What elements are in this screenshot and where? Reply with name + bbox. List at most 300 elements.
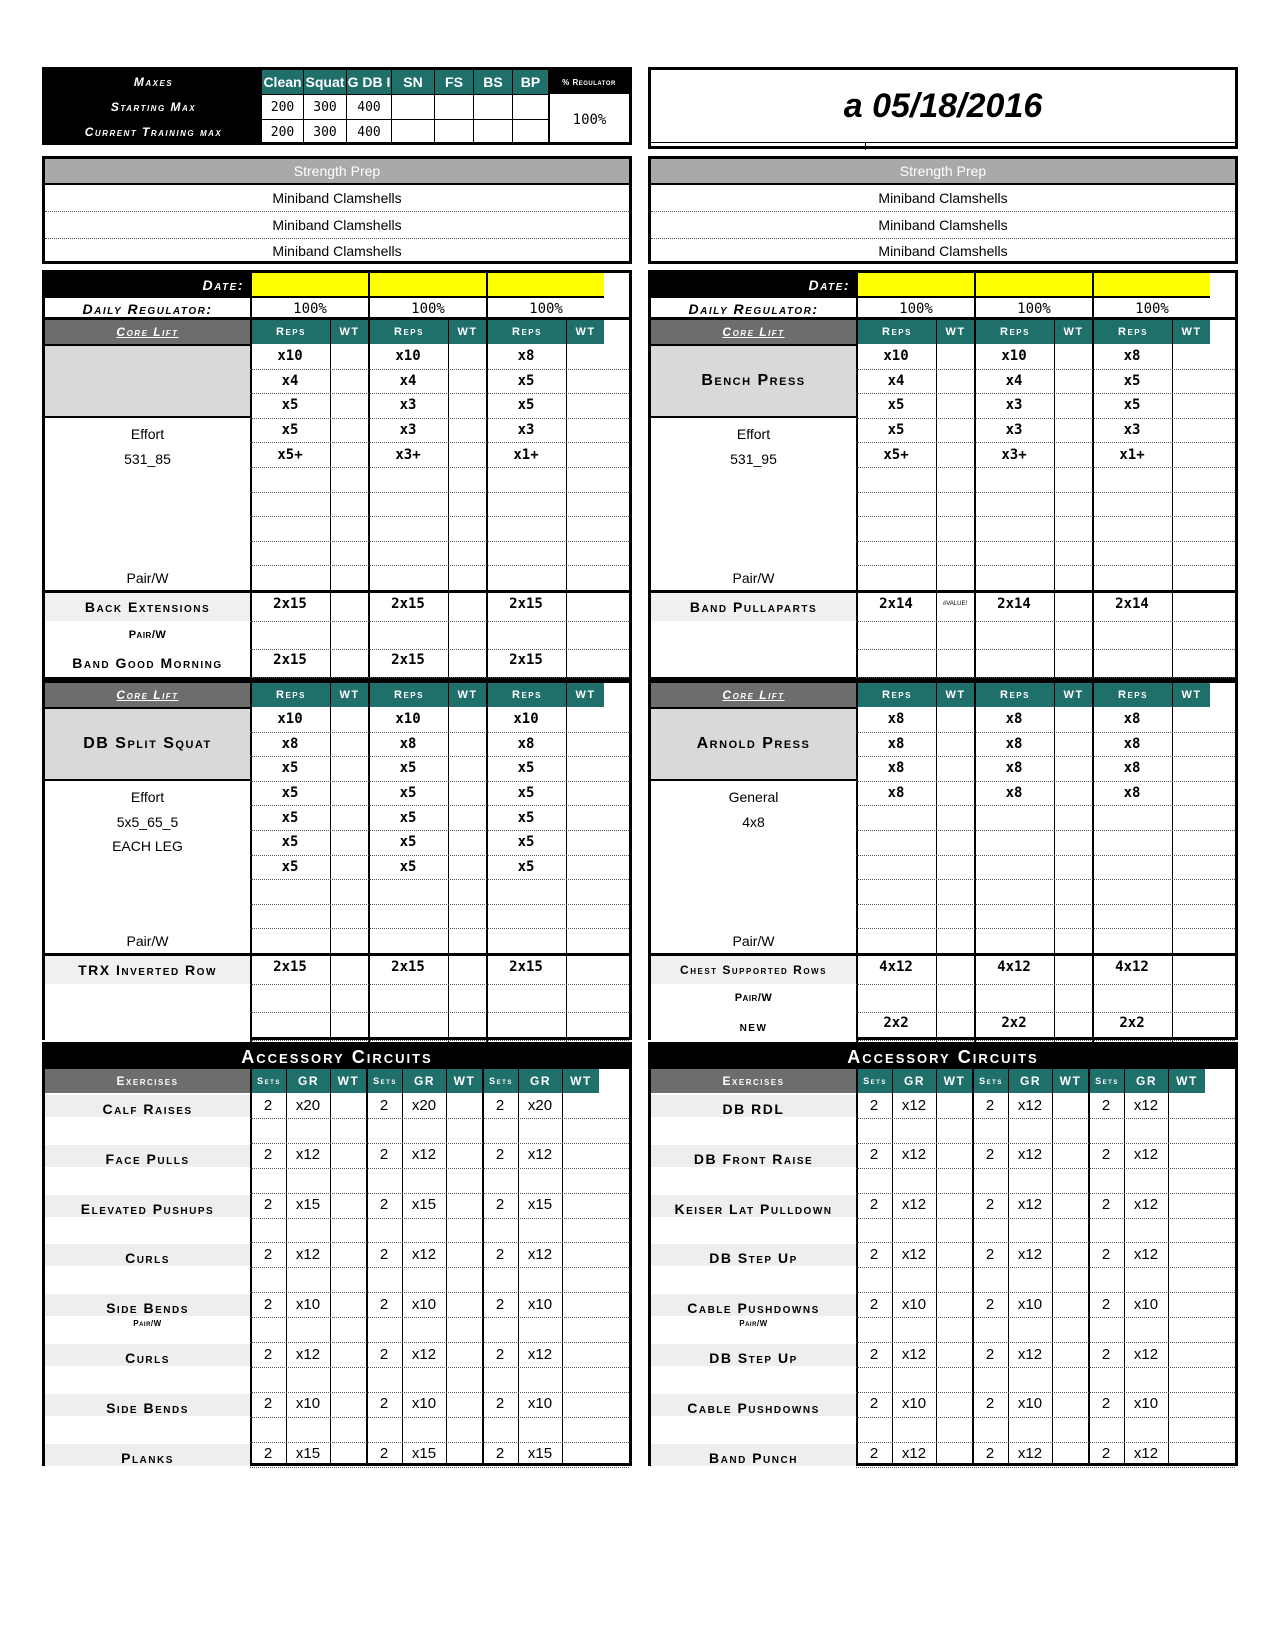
gr-cell[interactable]: x10 [527,1395,553,1413]
sets-cell[interactable]: 2 [1101,1395,1111,1413]
starting-max-cell[interactable] [435,94,474,119]
starting-max-cell[interactable]: 400 [347,94,392,119]
prep-item[interactable]: Miniband Clamshells [272,243,402,259]
accessory-reps-cell[interactable]: 2x15 [509,652,543,668]
gr-cell[interactable]: x12 [901,1096,927,1114]
gr-cell[interactable]: x12 [1017,1445,1043,1463]
gr-cell[interactable]: x12 [527,1146,553,1164]
reps-cell[interactable]: x5 [517,834,535,851]
reps-cell[interactable]: x4 [1005,372,1023,389]
core-lift-name[interactable] [45,344,250,418]
reps-cell[interactable]: x5 [517,858,535,875]
reps-cell[interactable]: x5 [281,858,299,875]
reps-cell[interactable]: x5 [281,760,299,777]
reps-header: Reps [486,683,566,707]
reps-cell[interactable]: x3 [399,422,417,439]
sets-cell[interactable]: 2 [495,1295,505,1313]
reps-header: Reps [974,683,1054,707]
accessory-reps-cell[interactable]: 4x12 [1115,959,1149,975]
prep-item[interactable]: Miniband Clamshells [272,217,402,233]
accessory-lift-name[interactable]: Band Good Morning [45,649,250,677]
reps-cell[interactable]: x5 [281,809,299,826]
accessory-reps-cell[interactable] [368,618,448,646]
sets-cell[interactable]: 2 [379,1295,389,1313]
accessory-lift-name[interactable]: Band Pullaparts [651,593,856,621]
accessory-exercise-name[interactable]: Elevated Pushups [45,1195,250,1217]
reps-cell[interactable]: x3 [1005,422,1023,439]
sets-cell[interactable]: 2 [379,1345,389,1363]
reps-header: Reps [856,683,936,707]
gr-cell[interactable]: x12 [527,1245,553,1263]
gr-cell[interactable]: x12 [295,1345,321,1363]
accessory-lift-name[interactable] [651,621,856,649]
gr-cell[interactable]: x12 [1133,1146,1159,1164]
daily-regulator-value[interactable]: 100% [250,296,368,320]
accessory-reps-cell[interactable]: 2x2 [1119,1015,1145,1031]
gr-cell[interactable]: x10 [295,1395,321,1413]
lift-note: 4x8 [742,813,765,830]
reps-cell[interactable]: x8 [281,735,299,752]
reps-cell[interactable]: x5 [1123,397,1141,414]
accessory-reps-cell[interactable]: 2x15 [509,959,543,975]
date-input[interactable] [974,273,1092,296]
accessory-reps-cell[interactable] [1092,618,1172,646]
sets-cell[interactable]: 2 [985,1395,995,1413]
sets-cell[interactable]: 2 [495,1395,505,1413]
accessory-lift-name[interactable] [651,649,856,677]
accessory-exercise-name[interactable]: Curls [45,1244,250,1266]
reps-cell[interactable]: x8 [1005,711,1023,728]
reps-cell[interactable]: x5 [517,397,535,414]
wt-header: WT [936,320,974,344]
sets-cell[interactable]: 2 [1101,1345,1111,1363]
reps-cell[interactable]: x5 [517,785,535,802]
accessory-reps-cell[interactable]: 4x12 [997,959,1031,975]
accessory-reps-cell[interactable]: 2x15 [273,596,307,612]
core-lift-header: Core Lift [651,683,856,707]
accessory-reps-cell[interactable]: 2x2 [1001,1015,1027,1031]
reps-cell[interactable]: x5 [281,422,299,439]
sets-cell[interactable]: 2 [1101,1096,1111,1114]
reps-header: Reps [250,683,330,707]
accessory-exercise-name[interactable]: DB RDL [651,1095,856,1117]
accessory-exercise-name[interactable]: Curls [45,1344,250,1366]
gr-cell[interactable]: x12 [295,1146,321,1164]
maxes-column-header: FS [435,70,474,94]
accessory-circuits-right [648,1042,1238,1466]
date-label: Date: [45,273,250,296]
gr-cell[interactable]: x15 [295,1196,321,1214]
accessory-reps-cell[interactable]: 2x15 [391,959,425,975]
pair-label: Pair/W [126,932,169,949]
reps-cell[interactable]: x8 [1123,760,1141,777]
reps-cell[interactable]: x8 [1123,735,1141,752]
reps-cell[interactable]: x5 [399,834,417,851]
reps-cell[interactable]: x3 [517,422,535,439]
gr-cell[interactable]: x10 [1133,1395,1159,1413]
gr-cell[interactable]: x12 [901,1445,927,1463]
accessory-reps-cell[interactable] [856,618,936,646]
date-input[interactable] [486,273,604,296]
reps-cell[interactable]: x5 [281,834,299,851]
reps-cell[interactable]: x5 [517,372,535,389]
regulator-value[interactable]: 100% [549,94,629,145]
reps-cell[interactable]: x8 [1123,711,1141,728]
accessory-reps-cell[interactable] [486,618,566,646]
gr-cell[interactable]: x12 [411,1345,437,1363]
accessory-reps-cell[interactable] [250,1009,330,1037]
core-lift-name[interactable]: Arnold Press [651,707,856,781]
prep-item[interactable]: Miniband Clamshells [272,190,402,206]
accessory-exercise-name[interactable]: DB Step Up [651,1244,856,1266]
sets-cell[interactable]: 2 [1101,1146,1111,1164]
accessory-lift-name[interactable]: Pair/W [651,984,856,1012]
starting-max-cell[interactable]: 200 [262,94,304,119]
page-title[interactable]: a 05/18/2016 [843,86,1043,125]
reps-cell[interactable]: x8 [517,735,535,752]
sets-cell[interactable]: 2 [495,1196,505,1214]
exercises-header: Exercises [45,1069,250,1093]
starting-max-cell[interactable] [474,94,513,119]
sets-cell[interactable]: 2 [869,1395,879,1413]
reps-cell[interactable]: x10 [395,711,421,728]
date-input[interactable] [250,273,368,296]
reps-cell[interactable]: x5 [281,785,299,802]
reps-cell[interactable]: x8 [517,348,535,365]
sets-cell[interactable]: 2 [985,1245,995,1263]
accessory-exercise-name[interactable]: DB Front Raise [651,1145,856,1167]
reps-cell[interactable]: x8 [399,735,417,752]
gr-cell[interactable]: x12 [1017,1245,1043,1263]
gr-cell[interactable]: x15 [411,1196,437,1214]
accessory-exercise-name[interactable]: Planks [45,1444,250,1466]
wt-cell[interactable] [330,953,368,981]
gr-cell[interactable]: x12 [411,1245,437,1263]
reps-cell[interactable]: x5 [1123,372,1141,389]
reps-cell[interactable]: x1+ [1119,446,1145,463]
accessory-reps-cell[interactable] [1092,646,1172,674]
pair-label: Pair/W [732,569,775,586]
reps-cell[interactable]: x8 [1005,785,1023,802]
sets-cell[interactable]: 2 [495,1096,505,1114]
daily-regulator-value[interactable]: 100% [974,296,1092,320]
accessory-exercise-name[interactable]: Calf Raises [45,1095,250,1117]
sets-cell[interactable]: 2 [869,1445,879,1463]
daily-regulator-value[interactable]: 100% [368,296,486,320]
starting-max-cell[interactable] [513,94,549,119]
gr-cell[interactable]: x10 [1133,1295,1159,1313]
reps-cell[interactable]: x5+ [277,446,303,463]
accessory-reps-cell[interactable] [974,981,1054,1009]
sets-cell[interactable]: 2 [869,1096,879,1114]
reps-header: Reps [856,320,936,344]
strength-prep-header: Strength Prep [45,159,629,183]
reps-cell[interactable]: x10 [277,711,303,728]
sets-cell[interactable]: 2 [985,1295,995,1313]
gr-cell[interactable]: x12 [901,1345,927,1363]
reps-cell[interactable]: x5 [399,760,417,777]
reps-cell[interactable]: x5+ [883,446,909,463]
lift-block-br [648,680,1238,1040]
reps-cell[interactable]: x1+ [513,446,539,463]
gr-cell[interactable]: x12 [1133,1096,1159,1114]
current-max-cell[interactable]: 300 [304,119,347,145]
sets-cell[interactable]: 2 [985,1096,995,1114]
accessory-exercise-name[interactable]: Side Bends [45,1294,250,1316]
sets-cell[interactable]: 2 [379,1146,389,1164]
gr-header: GR [1124,1069,1168,1093]
gr-cell[interactable]: x10 [527,1295,553,1313]
gr-cell[interactable]: x20 [411,1096,437,1114]
current-max-cell[interactable] [513,119,549,145]
strength-prep-header: Strength Prep [651,159,1235,183]
reps-cell[interactable]: x5 [281,397,299,414]
reps-cell[interactable]: x8 [887,785,905,802]
current-max-cell[interactable]: 400 [347,119,392,145]
current-max-cell[interactable] [435,119,474,145]
sets-header: Sets [1088,1069,1124,1093]
prep-item[interactable]: Miniband Clamshells [878,243,1008,259]
daily-regulator-value[interactable]: 100% [1092,296,1210,320]
accessory-exercise-name[interactable]: Face Pulls [45,1145,250,1167]
reps-cell[interactable]: x4 [887,372,905,389]
sets-cell[interactable]: 2 [495,1245,505,1263]
accessory-reps-cell[interactable]: 2x2 [883,1015,909,1031]
reps-cell[interactable]: x8 [887,711,905,728]
accessory-reps-cell[interactable]: 2x14 [879,596,913,612]
reps-cell[interactable]: x8 [1123,348,1141,365]
gr-cell[interactable]: x12 [411,1146,437,1164]
daily-regulator-value[interactable]: 100% [486,296,604,320]
accessory-lift-name[interactable]: TRX Inverted Row [45,956,250,984]
gr-cell[interactable]: x10 [1017,1395,1043,1413]
reps-cell[interactable]: x8 [1005,760,1023,777]
sets-header: Sets [250,1069,286,1093]
accessory-reps-cell[interactable] [1092,981,1172,1009]
wt-header: WT [1172,683,1210,707]
accessory-reps-cell[interactable] [974,646,1054,674]
sets-cell[interactable]: 2 [869,1295,879,1313]
sets-cell[interactable]: 2 [985,1196,995,1214]
reps-cell[interactable]: x10 [1001,348,1027,365]
reps-cell[interactable]: x8 [1005,735,1023,752]
gr-cell[interactable]: x12 [295,1245,321,1263]
wt-cell[interactable] [330,590,368,618]
sets-cell[interactable]: 2 [263,1146,273,1164]
sets-cell[interactable]: 2 [379,1245,389,1263]
sets-cell[interactable]: 2 [985,1445,995,1463]
core-lift-name[interactable]: DB Split Squat [45,707,250,781]
maxes-column-header: G DB I [347,70,392,94]
sets-cell[interactable]: 2 [495,1345,505,1363]
sets-cell[interactable]: 2 [1101,1445,1111,1463]
maxes-label: Maxes [45,70,262,94]
accessory-lift-name[interactable]: Chest Supported Rows [651,956,856,984]
reps-cell[interactable]: x3 [399,397,417,414]
gr-cell[interactable]: x12 [1133,1196,1159,1214]
sets-cell[interactable]: 2 [869,1245,879,1263]
gr-cell[interactable]: x12 [527,1345,553,1363]
sets-cell[interactable]: 2 [495,1146,505,1164]
date-input[interactable] [1092,273,1210,296]
sets-cell[interactable]: 2 [985,1345,995,1363]
accessory-exercise-name[interactable]: Cable Pushdowns [651,1294,856,1316]
gr-cell[interactable]: x12 [1133,1445,1159,1463]
accessory-reps-cell[interactable]: 2x15 [273,959,307,975]
accessory-reps-cell[interactable] [856,646,936,674]
accessory-reps-cell[interactable]: 2x14 [997,596,1031,612]
sets-cell[interactable]: 2 [869,1345,879,1363]
sets-cell[interactable]: 2 [379,1196,389,1214]
accessory-reps-cell[interactable]: 2x15 [273,652,307,668]
accessory-lift-name[interactable] [45,1012,250,1040]
sets-cell[interactable]: 2 [263,1395,273,1413]
accessory-reps-cell[interactable] [486,981,566,1009]
reps-cell[interactable]: x5 [517,809,535,826]
current-max-cell[interactable] [392,119,435,145]
sets-cell[interactable]: 2 [869,1146,879,1164]
accessory-exercise-name[interactable]: DB Step Up [651,1344,856,1366]
gr-cell[interactable]: x20 [527,1096,553,1114]
accessory-reps-cell[interactable]: 2x14 [1115,596,1149,612]
gr-cell[interactable]: x12 [1133,1345,1159,1363]
sets-cell[interactable]: 2 [263,1295,273,1313]
accessory-reps-cell[interactable] [250,981,330,1009]
reps-cell[interactable]: x5 [887,397,905,414]
core-lift-name[interactable]: Bench Press [651,344,856,418]
gr-cell[interactable]: x10 [295,1295,321,1313]
accessory-reps-cell[interactable]: 2x15 [509,596,543,612]
gr-cell[interactable]: x10 [411,1295,437,1313]
sets-cell[interactable]: 2 [1101,1245,1111,1263]
date-label: Date: [651,273,856,296]
reps-cell[interactable]: x5 [399,785,417,802]
reps-cell[interactable]: x8 [887,735,905,752]
accessory-lift-name[interactable] [45,984,250,1012]
date-input[interactable] [368,273,486,296]
maxes-column-header: Squat [304,70,347,94]
reps-cell[interactable]: x10 [513,711,539,728]
reps-cell[interactable]: x3+ [395,446,421,463]
gr-cell[interactable]: x12 [1133,1245,1159,1263]
maxes-column-header: BS [474,70,513,94]
accessory-reps-cell[interactable]: 2x15 [391,596,425,612]
sets-cell[interactable]: 2 [379,1395,389,1413]
accessory-reps-cell[interactable] [486,1009,566,1037]
current-max-cell[interactable] [474,119,513,145]
prep-item[interactable]: Miniband Clamshells [878,190,1008,206]
accessory-lift-name[interactable]: Back Extensions [45,593,250,621]
reps-cell[interactable]: x3+ [1001,446,1027,463]
sets-cell[interactable]: 2 [869,1196,879,1214]
gr-cell[interactable]: x15 [527,1196,553,1214]
accessory-reps-cell[interactable] [368,1009,448,1037]
daily-header [42,270,632,320]
lift-note: 531_85 [124,450,171,467]
accessory-reps-cell[interactable]: 4x12 [879,959,913,975]
reps-cell[interactable]: x8 [887,760,905,777]
accessory-reps-cell[interactable] [368,981,448,1009]
reps-cell[interactable]: x8 [1123,785,1141,802]
reps-cell[interactable]: x10 [883,348,909,365]
wt-cell[interactable]: #VALUE! [942,601,968,607]
daily-regulator-value[interactable]: 100% [856,296,974,320]
sets-cell[interactable]: 2 [985,1146,995,1164]
gr-cell[interactable]: x15 [411,1445,437,1463]
gr-cell[interactable]: x15 [527,1445,553,1463]
gr-cell[interactable]: x12 [1017,1096,1043,1114]
reps-cell[interactable]: x3 [1123,422,1141,439]
gr-cell[interactable]: x10 [901,1295,927,1313]
pair-label: Pair/W [133,1318,162,1328]
sets-cell[interactable]: 2 [379,1445,389,1463]
starting-max-label: Starting Max [45,94,262,119]
accessory-reps-cell[interactable] [974,618,1054,646]
accessory-reps-cell[interactable] [856,981,936,1009]
date-input[interactable] [856,273,974,296]
wt-header: WT [448,683,486,707]
prep-item[interactable]: Miniband Clamshells [878,217,1008,233]
reps-cell[interactable]: x10 [395,348,421,365]
accessory-lift-name[interactable]: Pair/W [45,621,250,649]
sets-cell[interactable]: 2 [495,1445,505,1463]
accessory-lift-name[interactable]: new [651,1012,856,1040]
reps-cell[interactable]: x5 [399,858,417,875]
reps-cell[interactable]: x5 [517,760,535,777]
accessory-exercise-name[interactable]: Keiser Lat Pulldown [651,1195,856,1217]
gr-cell[interactable]: x10 [1017,1295,1043,1313]
gr-cell[interactable]: x12 [1017,1345,1043,1363]
reps-cell[interactable]: x4 [281,372,299,389]
reps-header: Reps [250,320,330,344]
gr-cell[interactable]: x15 [295,1445,321,1463]
starting-max-cell[interactable] [392,94,435,119]
sets-cell[interactable]: 2 [1101,1295,1111,1313]
reps-cell[interactable]: x5 [887,422,905,439]
reps-header: Reps [1092,683,1172,707]
starting-max-cell[interactable]: 300 [304,94,347,119]
gr-cell[interactable]: x10 [901,1395,927,1413]
gr-cell[interactable]: x12 [901,1245,927,1263]
accessory-exercise-name[interactable]: Cable Pushdowns [651,1394,856,1416]
sets-cell[interactable]: 2 [263,1096,273,1114]
gr-cell[interactable]: x10 [411,1395,437,1413]
sets-cell[interactable]: 2 [1101,1196,1111,1214]
accessory-reps-cell[interactable] [250,618,330,646]
reps-cell[interactable]: x5 [399,809,417,826]
gr-cell[interactable]: x12 [1017,1196,1043,1214]
reps-cell[interactable]: x3 [1005,397,1023,414]
gr-cell[interactable]: x12 [1017,1146,1043,1164]
wt-cell[interactable] [936,953,974,981]
reps-cell[interactable]: x10 [277,348,303,365]
current-max-cell[interactable]: 200 [262,119,304,145]
sets-cell[interactable]: 2 [263,1196,273,1214]
sets-cell[interactable]: 2 [263,1345,273,1363]
sets-cell[interactable]: 2 [263,1445,273,1463]
gr-cell[interactable]: x12 [901,1196,927,1214]
gr-cell[interactable]: x12 [901,1146,927,1164]
accessory-reps-cell[interactable]: 2x15 [391,652,425,668]
sets-cell[interactable]: 2 [263,1245,273,1263]
accessory-title: Accessory Circuits [45,1045,629,1069]
accessory-exercise-name[interactable]: Band Punch [651,1444,856,1466]
gr-cell[interactable]: x20 [295,1096,321,1114]
accessory-exercise-name[interactable]: Side Bends [45,1394,250,1416]
daily-regulator-label: Daily Regulator: [45,296,250,320]
sets-cell[interactable]: 2 [379,1096,389,1114]
reps-cell[interactable]: x4 [399,372,417,389]
